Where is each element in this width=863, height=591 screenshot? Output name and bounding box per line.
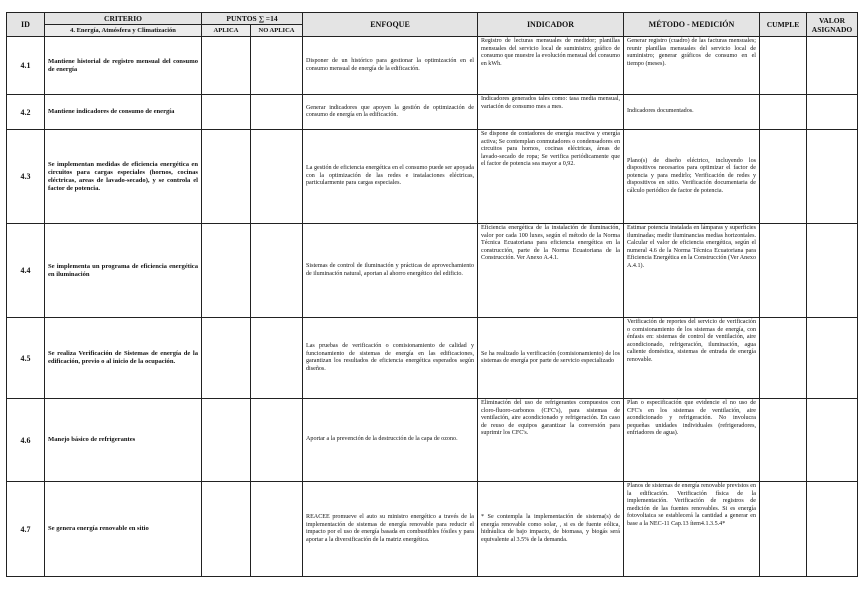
table-row (7, 224, 858, 318)
table-row (7, 130, 858, 224)
row-criterio: Se realiza Verificación de Sistemas de energía de la edificación, previo o al inicio de la ocupación. (45, 318, 202, 399)
no-aplica-cell[interactable] (251, 37, 303, 95)
row-criterio: Se genera energía renovable en sitio (45, 482, 202, 577)
row-enfoque: Sistemas de control de iluminación y prácticas de aprovechamiento de iluminación natural, aportan al ahorro energético del edificio. (303, 224, 478, 318)
row-criterio: Mantiene indicadores de consumo de energía (45, 95, 202, 130)
row-id: 4.5 (7, 318, 45, 399)
row-metodo: Generar registro (cuadro) de las facturas mensuales; reunir planillas mensuales del servicio local de suministro; generar gráficos de consumo en el tiempo (meses). (624, 37, 760, 95)
row-indicador: Registro de lecturas mensuales de medidor; planillas mensuales del servicio local de suministro; gráfico de consumo que muestre la evolución mensual del consumo en kWh. (478, 37, 624, 95)
table-row (7, 399, 858, 482)
aplica-cell[interactable] (202, 95, 251, 130)
row-metodo: Plan o especificación que evidencie el no uso de CFC's en los sistemas de ventilación, aire acondicionado y refrigeración. No involucra pequeñas unidades individuales (refrigeradores, enfriadores de agua). (624, 399, 760, 482)
row-metodo: Plano(s) de diseño eléctrico, incluyendo los dispositivos necesarios para optimizar el factor de potencia y para medirlo; Verificación de redes y dispositivos en sitio. Verificación documentaria de cálculo periódico de factor de potencia. (624, 130, 760, 224)
aplica-cell[interactable] (202, 399, 251, 482)
cumple-cell[interactable] (760, 399, 807, 482)
table-row (7, 318, 858, 399)
row-criterio: Se implementa un programa de eficiencia energética en iluminación (45, 224, 202, 318)
header-id: ID (7, 13, 45, 37)
cumple-cell[interactable] (760, 95, 807, 130)
row-indicador: Eficiencia energética de la instalación de iluminación, valor por cada 100 luxes, según el método de la Norma Técnica Ecuatoriana para eficiencia energética en la construcción, parte de la Norma Ecuatoriana de la Construcción. Ver Anexo A.4.1. (478, 224, 624, 318)
row-enfoque: Las pruebas de verificación o comisionamiento de calidad y funcionamiento de sistemas de energía en las edificaciones, garantizan los resultados de eficiencia energética esperados según diseños. (303, 318, 478, 399)
aplica-cell[interactable] (202, 482, 251, 577)
header-indicador: INDICADOR (478, 13, 624, 37)
header-cumple: CUMPLE (760, 13, 807, 37)
table-row (7, 37, 858, 95)
header-valor-asignado: VALOR ASIGNADO (807, 13, 858, 37)
row-enfoque: Generar indicadores que apoyen la gestión de optimización de consumo de energía en la edificación. (303, 95, 478, 130)
row-indicador: Se dispone de contadores de energía reactiva y energía activa; Se contemplan conmutadores o condensadores en circuitos para hornos, cocinas eléctricas, áreas de lavado-secado de ropa; Se verifica periódicamente que el factor de potencia sea mayor a 0,92. (478, 130, 624, 224)
row-id: 4.7 (7, 482, 45, 577)
table-row (7, 95, 858, 130)
valor-asignado-cell[interactable] (807, 318, 858, 399)
row-enfoque: Aportar a la prevención de la destrucción de la capa de ozono. (303, 399, 478, 482)
row-metodo: Verificación de reportes del servicio de verificación o comisionamiento de los sistemas de energía, con énfasis en: sistemas de control de ventilación, aire acondicionado, refrigeración, iluminación, agua caliente doméstica, sistemas de entrada de energía renovable. (624, 318, 760, 399)
criteria-table (6, 12, 858, 577)
valor-asignado-cell[interactable] (807, 37, 858, 95)
row-enfoque: REACEE promueve el auto su ministro energético a través de la implementación de sistemas de energía renovable para reducir el impacto por el uso de energía basada en combustibles fósiles y para aportar a la diversificación de la matriz energética. (303, 482, 478, 577)
no-aplica-cell[interactable] (251, 95, 303, 130)
cumple-cell[interactable] (760, 482, 807, 577)
aplica-cell[interactable] (202, 318, 251, 399)
header-metodo: MÉTODO - MEDICIÓN (624, 13, 760, 37)
aplica-cell[interactable] (202, 224, 251, 318)
row-criterio: Mantiene historial de registro mensual del consumo de energía (45, 37, 202, 95)
row-criterio: Manejo básico de refrigerantes (45, 399, 202, 482)
no-aplica-cell[interactable] (251, 482, 303, 577)
valor-asignado-cell[interactable] (807, 95, 858, 130)
row-id: 4.4 (7, 224, 45, 318)
valor-asignado-cell[interactable] (807, 224, 858, 318)
row-metodo: Planos de sistemas de energía renovable previstos en la edificación. Verificación física de la implementación. Verificación de registros de medición de las fuentes renovables. Si es energía fotovoltaica se establecerá la cantidad a generar en base a la NEC-11 Cap.13 ítem4.1.3.5.4* (624, 482, 760, 577)
table-row (7, 482, 858, 577)
header-no-aplica: NO APLICA (251, 25, 303, 37)
row-indicador: Se ha realizado la verificación (comisionamiento) de los sistemas de energía por parte de servicio especializado (478, 318, 624, 399)
row-metodo: Estimar potencia instalada en lámparas y superficies iluminadas; medir iluminancias medias horizontales. Calcular el valor de eficiencia energética, según el numeral 4.6 de la Norma Técnica Ecuatoriana para Eficiencia Energética en la Construcción (Ver Anexo A.4.1). (624, 224, 760, 318)
cumple-cell[interactable] (760, 130, 807, 224)
row-metodo: Indicadores documentados. (624, 95, 760, 130)
valor-asignado-cell[interactable] (807, 130, 858, 224)
evaluation-sheet (6, 12, 857, 577)
no-aplica-cell[interactable] (251, 318, 303, 399)
row-id: 4.2 (7, 95, 45, 130)
row-indicador: * Se contempla la implementación de sistema(s) de energía renovable como solar, , si es de fuente eólica, hidráulica de bajo impacto, de biomasa, y biogás será equivalente al 3.5% de la demanda. (478, 482, 624, 577)
no-aplica-cell[interactable] (251, 224, 303, 318)
cumple-cell[interactable] (760, 37, 807, 95)
row-id: 4.3 (7, 130, 45, 224)
header-enfoque: ENFOQUE (303, 13, 478, 37)
row-id: 4.6 (7, 399, 45, 482)
cumple-cell[interactable] (760, 318, 807, 399)
header-aplica: APLICA (202, 25, 251, 37)
valor-asignado-cell[interactable] (807, 482, 858, 577)
aplica-cell[interactable] (202, 130, 251, 224)
row-criterio: Se implementan medidas de eficiencia energética en circuitos para cargas especiales (hornos, cocinas eléctricas, areas de lavado-secado), y se controla el factor de potencia. (45, 130, 202, 224)
row-id: 4.1 (7, 37, 45, 95)
row-enfoque: Disponer de un histórico para gestionar la optimización en el consumo mensual de energía de la edificación. (303, 37, 478, 95)
header-puntos: PUNTOS ∑ =14 (202, 13, 303, 25)
header-row-top (7, 13, 858, 25)
row-indicador: Eliminación del uso de refrigerantes compuestos con cloro-fluoro-carbonos (CFC's), para sistemas de ventilación, aire acondicionado y refrigeración. En caso de reuso de equipos garantizar la conversión para suprimir los CFC's. (478, 399, 624, 482)
no-aplica-cell[interactable] (251, 130, 303, 224)
aplica-cell[interactable] (202, 37, 251, 95)
row-indicador: Indicadores generados tales como: tasa media mensual, variación de consumo mes a mes. (478, 95, 624, 130)
section-label: 4. Energía, Atmósfera y Climatización (45, 25, 202, 37)
row-enfoque: La gestión de eficiencia energética en el consumo puede ser apoyada con la optimización de las redes e instalaciones eléctricas, particularmente para cargas especiales. (303, 130, 478, 224)
cumple-cell[interactable] (760, 224, 807, 318)
header-criterio: CRITERIO (45, 13, 202, 25)
no-aplica-cell[interactable] (251, 399, 303, 482)
valor-asignado-cell[interactable] (807, 399, 858, 482)
